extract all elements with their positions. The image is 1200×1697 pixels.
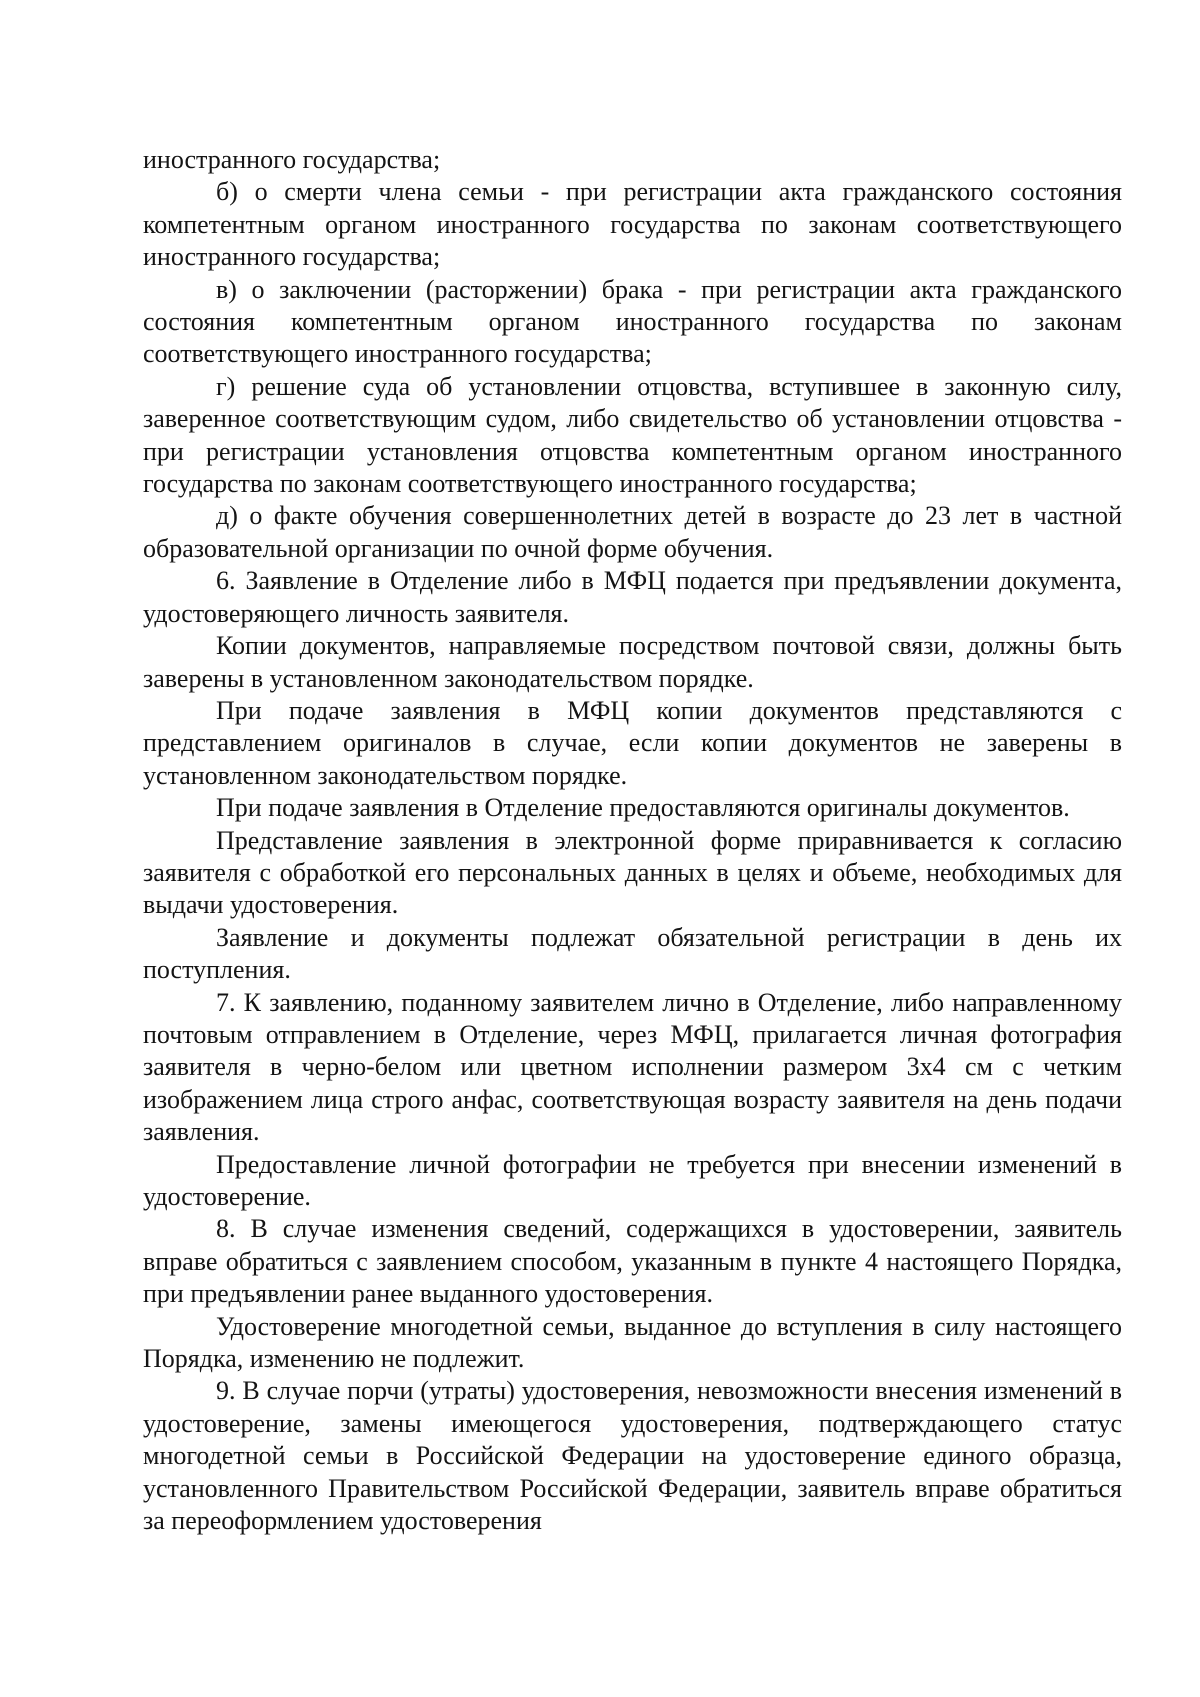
paragraph-item-v: в) о заключении (расторжении) брака - при регистрации акта гражданского состояния компетентным органом иностранного государства по законам соответствующего иностранного государства; xyxy=(143,274,1122,369)
paragraph-clause-9: 9. В случае порчи (утраты) удостоверения, невозможности внесения изменений в удостоверение, замены имеющегося удостоверения, подтверждающего статус многодетной семьи в Российской Федерации на удостоверение единого образца, установленного Правительством Российской Федерации, заявитель вправе обратиться за переоформлением удостоверения xyxy=(143,1376,1122,1536)
paragraph-originals: При подаче заявления в Отделение предоставляются оригиналы документов. xyxy=(216,793,1070,823)
paragraph-item-b: б) о смерти члена семьи - при регистрации акта гражданского состояния компетентным органом иностранного государства по законам соответствующего иностранного государства; xyxy=(143,177,1122,272)
paragraph-old-certificate: Удостоверение многодетной семьи, выданное до вступления в силу настоящего Порядка, изменению не подлежит. xyxy=(143,1311,1122,1374)
paragraph-clause-7: 7. К заявлению, поданному заявителем лично в Отделение, либо направленному почтовым отправлением в Отделение, через МФЦ, прилагается личная фотография заявителя в черно-белом или цветном исполнении размером 3х4 см с четким изображением лица строго анфас, соответствующая возрасту заявителя на день подачи заявления. xyxy=(143,987,1122,1147)
paragraph-continuation: иностранного государства; xyxy=(143,145,441,174)
document-body xyxy=(143,144,1122,1537)
paragraph-postal-copies: Копии документов, направляемые посредством почтовой связи, должны быть заверены в установленном законодательством порядке. xyxy=(143,631,1122,693)
paragraph-item-d: д) о факте обучения совершеннолетних детей в возрасте до 23 лет в частной образовательной организации по очной форме обучения. xyxy=(143,501,1122,563)
paragraph-registration: Заявление и документы подлежат обязательной регистрации в день их поступления. xyxy=(143,922,1122,985)
paragraph-item-g: г) решение суда об установлении отцовства, вступившее в законную силу, заверенное соответствующим судом, либо свидетельство об установлении отцовства - при регистрации установления отцовства компетентным органом иностранного государства по законам соответствующего иностранного государства; xyxy=(143,371,1122,499)
paragraph-photo-exemption: Предоставление личной фотографии не требуется при внесении изменений в удостоверение. xyxy=(143,1149,1122,1211)
paragraph-electronic-consent: Представление заявления в электронной форме приравнивается к согласию заявителя с обработкой его персональных данных в целях и объеме, необходимых для выдачи удостоверения. xyxy=(143,825,1122,920)
paragraph-clause-8: 8. В случае изменения сведений, содержащихся в удостоверении, заявитель вправе обратиться с заявлением способом, указанным в пункте 4 настоящего Порядка, при предъявлении ранее выданного удостоверения. xyxy=(143,1214,1122,1309)
paragraph-clause-6: 6. Заявление в Отделение либо в МФЦ подается при предъявлении документа, удостоверяющего личность заявителя. xyxy=(143,566,1122,628)
paragraph-mfc-copies: При подаче заявления в МФЦ копии документов представляются с представлением оригиналов в случае, если копии документов не заверены в установленном законодательством порядке. xyxy=(143,695,1122,790)
